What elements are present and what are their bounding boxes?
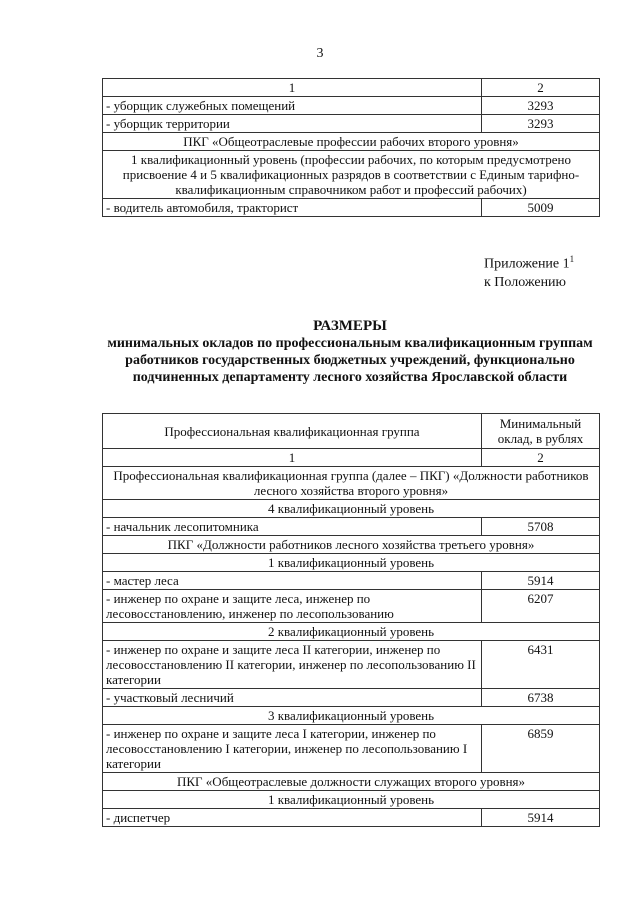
table-header-row bbox=[103, 79, 600, 97]
table-row bbox=[103, 518, 600, 536]
group-heading: ПКГ «Общеотраслевые профессии рабочих второго уровня» bbox=[103, 133, 600, 151]
appendix-subtitle: к Положению bbox=[484, 274, 567, 290]
group-heading: 2 квалификационный уровень bbox=[103, 623, 600, 641]
salary-value: 5914 bbox=[482, 809, 600, 827]
position-name: - начальник лесопитомника bbox=[103, 518, 482, 536]
group-row bbox=[103, 133, 600, 151]
group-heading: 1 квалификационный уровень bbox=[103, 791, 600, 809]
salary-value: 6859 bbox=[482, 725, 600, 773]
salary-table-top bbox=[102, 78, 600, 217]
group-row bbox=[103, 500, 600, 518]
salary-value: 6207 bbox=[482, 590, 600, 623]
table-row bbox=[103, 641, 600, 689]
position-name: - диспетчер bbox=[103, 809, 482, 827]
group-row bbox=[103, 554, 600, 572]
salary-value: 6738 bbox=[482, 689, 600, 707]
appendix-note bbox=[484, 250, 574, 292]
table-row bbox=[103, 199, 600, 217]
group-row bbox=[103, 791, 600, 809]
document-heading bbox=[100, 318, 600, 386]
position-name: - водитель автомобиля, тракторист bbox=[103, 199, 482, 217]
col-number-1: 1 bbox=[103, 449, 482, 467]
column-numbers-row bbox=[103, 449, 600, 467]
group-row bbox=[103, 536, 600, 554]
page-number: 3 bbox=[316, 46, 324, 61]
group-heading: 1 квалификационный уровень bbox=[103, 554, 600, 572]
group-heading: ПКГ «Должности работников лесного хозяйства третьего уровня» bbox=[103, 536, 600, 554]
group-row bbox=[103, 707, 600, 725]
appendix-title: Приложение 1 bbox=[484, 256, 570, 272]
salary-value: 5009 bbox=[482, 199, 600, 217]
group-heading: 3 квалификационный уровень bbox=[103, 707, 600, 725]
salary-value: 3293 bbox=[482, 115, 600, 133]
appendix-superscript: 1 bbox=[569, 254, 575, 264]
table-header-row bbox=[103, 414, 600, 449]
col-number-2: 2 bbox=[482, 449, 600, 467]
position-name: - инженер по охране и защите леса, инженер по лесовосстановлению, инженер по лесопользованию bbox=[103, 590, 482, 623]
table-row bbox=[103, 809, 600, 827]
salary-value: 5914 bbox=[482, 572, 600, 590]
position-name: - инженер по охране и защите леса I категории, инженер по лесовосстановлению I категории, инженер по лесопользованию I категории bbox=[103, 725, 482, 773]
group-row bbox=[103, 151, 600, 199]
group-row bbox=[103, 467, 600, 500]
position-name: - уборщик служебных помещений bbox=[103, 97, 482, 115]
table-row bbox=[103, 572, 600, 590]
heading-title: РАЗМЕРЫ bbox=[313, 318, 387, 334]
column-header-group: Профессиональная квалификационная группа bbox=[103, 414, 482, 449]
col-number-1: 1 bbox=[103, 79, 482, 97]
table-row bbox=[103, 689, 600, 707]
heading-subtitle: минимальных окладов по профессиональным квалификационным группам работников государственных бюджетных учреждений, функционально подчиненных департаменту лесного хозяйства Ярославской области bbox=[107, 336, 593, 385]
table-row bbox=[103, 97, 600, 115]
group-heading: 4 квалификационный уровень bbox=[103, 500, 600, 518]
position-name: - мастер леса bbox=[103, 572, 482, 590]
salary-value: 5708 bbox=[482, 518, 600, 536]
position-name: - инженер по охране и защите леса II категории, инженер по лесовосстановлению II категории, инженер по лесопользованию II категории bbox=[103, 641, 482, 689]
table-row bbox=[103, 590, 600, 623]
col-number-2: 2 bbox=[482, 79, 600, 97]
position-name: - участковый лесничий bbox=[103, 689, 482, 707]
group-heading: 1 квалификационный уровень (профессии рабочих, по которым предусмотрено присвоение 4 и 5 квалификационных разрядов в соответствии с Единым тарифно-квалификационным справочником работ и профессий рабочих) bbox=[103, 151, 600, 199]
column-header-salary: Минимальный оклад, в рублях bbox=[482, 414, 600, 449]
position-name: - уборщик территории bbox=[103, 115, 482, 133]
table-row bbox=[103, 115, 600, 133]
group-row bbox=[103, 623, 600, 641]
salary-table-main bbox=[102, 413, 600, 827]
table-row bbox=[103, 725, 600, 773]
group-heading: Профессиональная квалификационная группа (далее – ПКГ) «Должности работников лесного хозяйства второго уровня» bbox=[103, 467, 600, 500]
salary-value: 3293 bbox=[482, 97, 600, 115]
salary-value: 6431 bbox=[482, 641, 600, 689]
group-heading: ПКГ «Общеотраслевые должности служащих второго уровня» bbox=[103, 773, 600, 791]
group-row bbox=[103, 773, 600, 791]
